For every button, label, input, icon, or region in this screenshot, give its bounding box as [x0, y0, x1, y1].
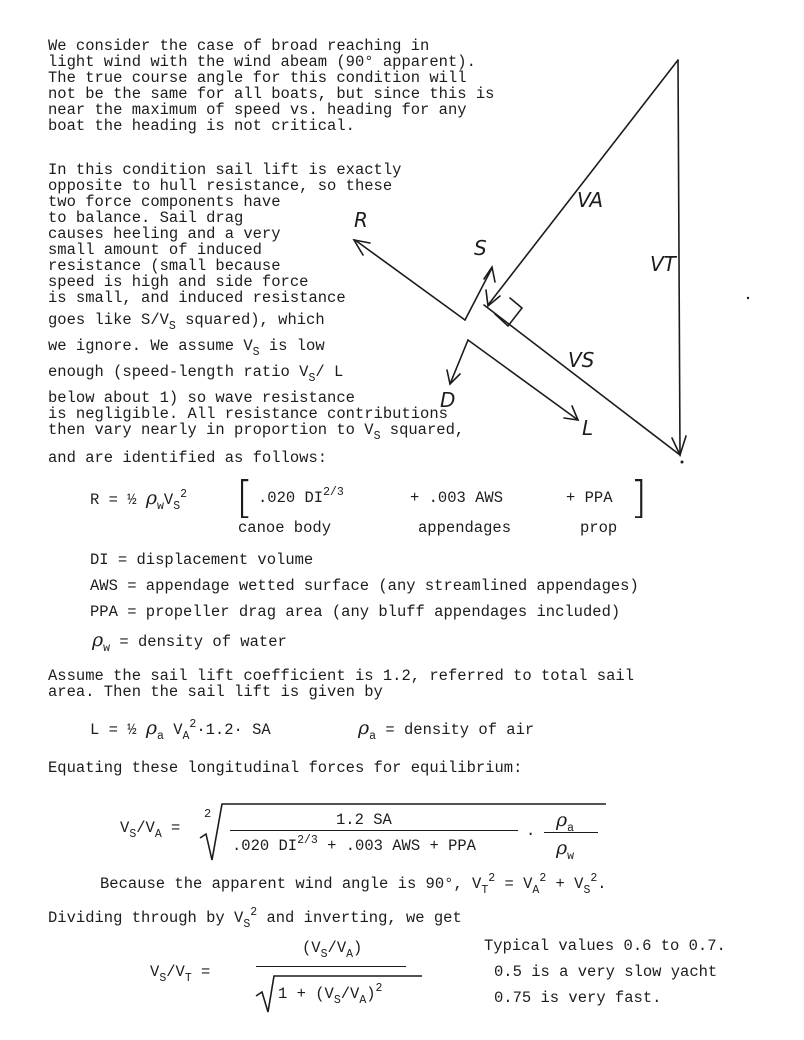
para2-line-12: enough (speed-length ratio $V_S/$ L [48, 363, 344, 385]
r-arrowhead [354, 240, 370, 255]
para2-line-13: below about 1) so wave resistance [48, 389, 355, 407]
because-line: Because the apparent wind angle is 90°, $V_T^2 = V_A^2 + V_S^2$. [100, 872, 607, 897]
para1-line-2: light wind with the wind abeam (90° apparent). [48, 53, 476, 71]
eq-r-term3: + PPA [566, 489, 613, 507]
para2-line-14: is negligible. All resistance contributions [48, 405, 448, 423]
label-canoe-body: canoe body [238, 519, 332, 537]
vt-vector [678, 60, 680, 455]
eq-r-term1: .020 $DI^{2/3}$ [258, 486, 344, 507]
vt-arrowhead [672, 436, 686, 455]
eq-r-lhs: R = ½ $\rho_wV_S^2$ [90, 487, 188, 513]
s-label: S [474, 236, 487, 260]
s-vector [465, 268, 492, 320]
para2-line-15: then vary nearly in proportion to $V_S$ squared, [48, 421, 465, 443]
eq-vs-numerator: 1.2 SA [336, 811, 392, 829]
para2-line-8: speed is high and side force [48, 273, 309, 291]
para2-line-3: two force components have [48, 193, 281, 211]
right-angle-mark [495, 298, 522, 326]
para2-line-11: we ignore. We assume $V_S$ is low [48, 337, 325, 359]
eq-vt-denominator: $1 + (V_S/V_A)^2$ [278, 982, 383, 1007]
para3-line-1: Assume the sail lift coefficient is 1.2, referred to total sail [48, 667, 634, 685]
para2-line-9: is small, and induced resistance [48, 289, 346, 307]
r-vector [355, 240, 465, 320]
typical-line-1: Typical values 0.6 to 0.7. [484, 937, 726, 955]
para2-line-4: to balance. Sail drag [48, 209, 244, 227]
para2-line-1: In this condition sail lift is exactly [48, 161, 402, 179]
para1-line-6: boat the heading is not critical. [48, 117, 355, 135]
rho-fraction-bar [544, 832, 598, 833]
d-label: D [440, 388, 456, 412]
para1-line-1: We consider the case of broad reaching in [48, 37, 430, 55]
typical-line-2: 0.5 is a very slow yacht [494, 963, 718, 981]
para2-line-2: opposite to hull resistance, so these [48, 177, 393, 195]
para1-line-3: The true course angle for this condition will [48, 69, 467, 87]
def-aws: AWS = appendage wetted surface (any streamlined appendages) [90, 577, 639, 595]
eq-vs-dot: · [526, 825, 536, 843]
para2-line-7: resistance (small because [48, 257, 281, 275]
typical-line-3: 0.75 is very fast. [494, 989, 662, 1007]
eq-vt-numerator: $(V_S/V_A)$ [302, 939, 363, 961]
fraction-bar [230, 830, 518, 831]
l-vector [468, 340, 578, 420]
eq-vt-lhs: $V_S/V_T$ = [150, 963, 211, 985]
eq-r-term2: + .003 AWS [410, 489, 504, 507]
def-ppa: PPA = propeller drag area (any bluff appendages included) [90, 603, 621, 621]
root-index: 2 [204, 807, 212, 821]
d-vector [450, 340, 468, 384]
label-prop: prop [580, 519, 618, 537]
para3-line-2: area. Then the sail lift is given by [48, 683, 383, 701]
def-rhoa: $\rho_a$ = density of air [358, 717, 535, 743]
para2-line-16: and are identified as follows: [48, 449, 328, 467]
right-bracket: ] [630, 472, 648, 523]
va-label: VA [577, 188, 604, 212]
equating-line: Equating these longitudinal forces for equilibrium: [48, 759, 523, 777]
eq-vs-lhs: $V_S/V_A$ = [120, 819, 181, 841]
rho-w-den: $\rho_w$ [556, 837, 575, 863]
left-bracket: [ [236, 472, 254, 523]
para2-line-6: small amount of induced [48, 241, 262, 259]
para1-line-4: not be the same for all boats, but since this is [48, 85, 495, 103]
eq-vs-denominator: .020 $DI^{2/3} + .003$ AWS + PPA [232, 834, 476, 855]
eq-l: L = ½ $\rho_a$ $V_A^2\cdot 1.2\cdot$ SA [90, 717, 271, 743]
dividing-line: Dividing through by $V_S^2$ and inverting, we get [48, 906, 462, 931]
r-label: R [354, 208, 368, 232]
vt-label: VT [650, 252, 676, 276]
para2-line-10: goes like $S/V_S$ squared), which [48, 311, 325, 333]
para1-line-5: near the maximum of speed vs. heading for any [48, 101, 467, 119]
para2-line-5: causes heeling and a very [48, 225, 281, 243]
l-label: L [582, 416, 594, 440]
label-appendages: appendages [418, 519, 512, 537]
def-di: DI = displacement volume [90, 551, 314, 569]
def-rhow: $\rho_w$ = density of water [92, 629, 287, 655]
rho-a-num: $\rho_a$ [556, 809, 575, 835]
vs-label: VS [568, 348, 595, 372]
vt-fraction-bar [256, 966, 406, 967]
